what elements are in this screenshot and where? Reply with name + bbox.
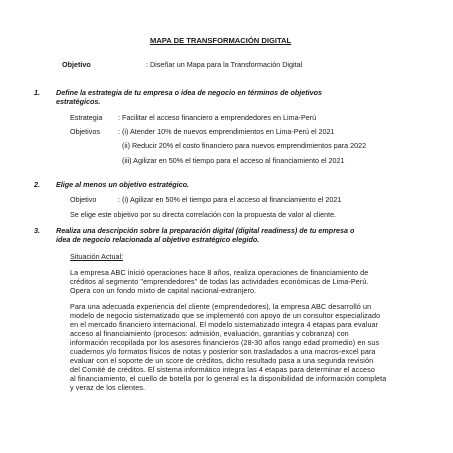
objetivo-item-1: : (i) Atender 10% de nuevos emprendimientos en Lima-Perú el 2021 [118, 127, 335, 136]
objetivo-item-3: (iii) Agilizar en 50% el tiempo para el acceso al financiamiento el 2021 [122, 156, 345, 165]
objetivo-elegido-value: : (i) Agilizar en 50% el tiempo para el acceso al financiamiento el 2021 [118, 195, 342, 204]
paragraph-2-line-8: del Comité de créditos. El sistema informático integra las 4 etapas para determinar el acceso [70, 365, 375, 374]
section-2-heading: Elige al menos un objetivo estratégico. [56, 180, 190, 189]
section-1-number: 1. [34, 88, 40, 97]
section-1-heading-line-2: estratégicos. [56, 97, 101, 106]
document-title: MAPA DE TRANSFORMACIÓN DIGITAL [150, 36, 292, 45]
paragraph-2-line-2: modelo de negocio sistematizado que se implementó con apoyo de un consultor especializado [70, 311, 381, 320]
objetivo-elegido-label: Objetivo [70, 195, 97, 204]
objetivo-item-2: (ii) Reducir 20% el costo financiero para nuevos emprendimientos para 2022 [122, 141, 367, 150]
section-3-heading-line-1: Realiza una descripción sobre la preparación digital (digital readiness) de tu empresa o [56, 226, 355, 235]
objetivo-label: Objetivo [62, 60, 91, 69]
paragraph-2-line-9: al financiamiento, el cuello de botella por lo general es la disponibilidad de información completa [70, 374, 387, 383]
section-3-number: 3. [34, 226, 40, 235]
paragraph-2-line-4: acceso al financiamiento (procesos: admisión, evaluación, garantías y cobranza) con [70, 329, 349, 338]
paragraph-2-line-3: en el mercado financiero internacional. El modelo sistematizado integra 4 etapas para evaluar [70, 320, 379, 329]
section-2-note: Se elige este objetivo por su directa correlación con la propuesta de valor al cliente. [70, 210, 337, 219]
objetivo-value: : Diseñar un Mapa para la Transformación Digital [146, 60, 303, 69]
estrategia-value: : Facilitar el acceso financiero a emprendedores en Lima-Perú [118, 113, 317, 122]
paragraph-1-line-1: La empresa ABC inició operaciones hace 8 años, realiza operaciones de financiamiento de [70, 268, 369, 277]
section-2-number: 2. [34, 180, 40, 189]
section-3-heading-line-2: idea de negocio relacionada al objetivo estratégico elegido. [56, 235, 260, 244]
paragraph-1-line-3: Opera con un fondo mixto de capital nacional-extranjero. [70, 286, 257, 295]
paragraph-2-line-10: y veraz de los clientes. [70, 383, 146, 392]
paragraph-1-line-2: créditos al segmento "emprendedores" de todas las actividades económicas de Lima-Perú. [70, 277, 369, 286]
section-1-heading-line-1: Define la estrategia de tu empresa o idea de negocio en términos de objetivos [56, 88, 323, 97]
situacion-actual-label: Situación Actual: [70, 252, 124, 261]
estrategia-label: Estrategia [70, 113, 103, 122]
paragraph-2-line-6: cuadernos y/o formatos físicos de notas y posterior son trasladados a una macros-excel para [70, 347, 376, 356]
paragraph-2-line-7: evaluar con el soporte de un score de créditos, dicho resultado pasa a una segunda revisión [70, 356, 374, 365]
paragraph-2-line-5: información recopilada por los asesores financieros (28-30 años rango edad promedio) en sus [70, 338, 380, 347]
objetivos-label: Objetivos [70, 127, 100, 136]
paragraph-2-line-1: Para una adecuada experiencia del cliente (emprendedores), la empresa ABC desarrolló un [70, 302, 372, 311]
